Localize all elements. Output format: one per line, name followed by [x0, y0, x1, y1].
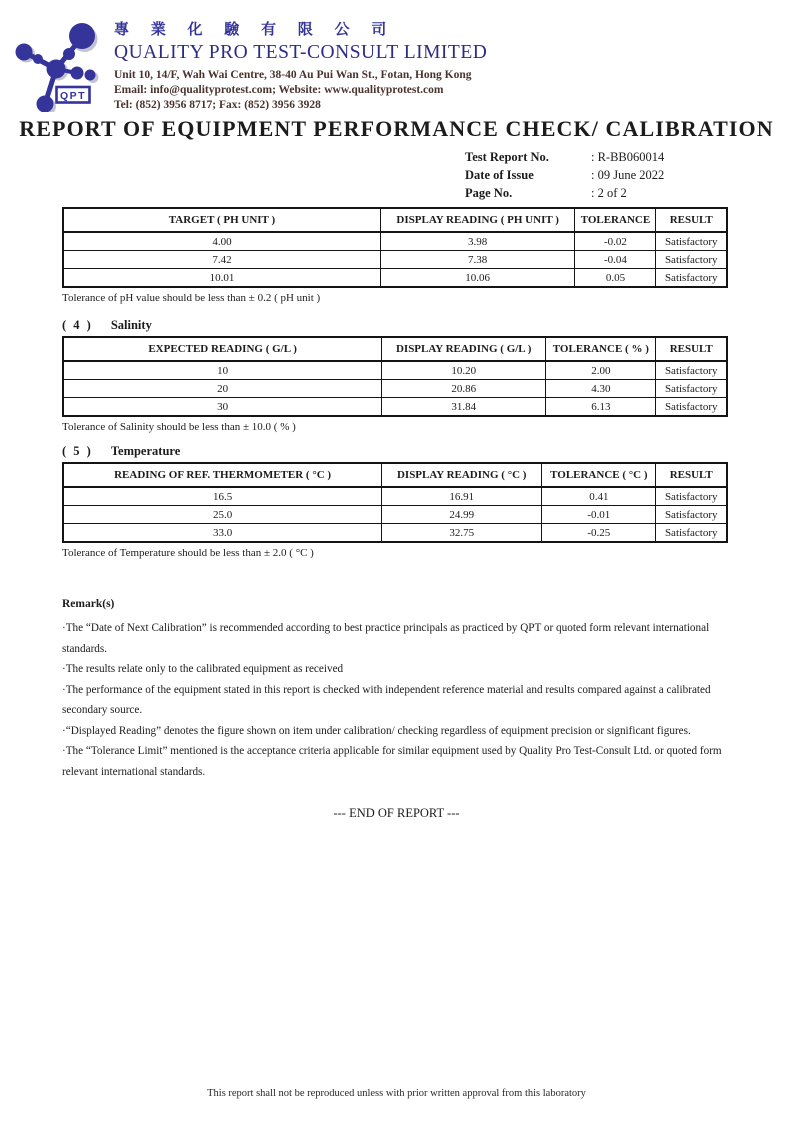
- table-cell: 31.84: [382, 398, 546, 417]
- column-header: TARGET ( PH UNIT ): [63, 208, 380, 232]
- table-cell: Satisfactory: [656, 251, 727, 269]
- column-header: TOLERANCE ( % ): [546, 337, 656, 361]
- table-cell: 10: [63, 361, 382, 380]
- table-cell: 32.75: [382, 524, 542, 543]
- table-cell: 0.41: [542, 487, 656, 506]
- report-info-row: [465, 166, 664, 184]
- section-heading-temperature: [62, 444, 728, 459]
- table-cell: 10.06: [380, 269, 575, 288]
- table-cell: 6.13: [546, 398, 656, 417]
- table-cell: 20.86: [382, 380, 546, 398]
- remark-item: ·The “Date of Next Calibration” is recommended according to best practice principals as practiced by QPT or quoted form relevant international standards.: [62, 622, 710, 655]
- column-header: TOLERANCE ( °C ): [542, 463, 656, 487]
- table-cell: 30: [63, 398, 382, 417]
- date-of-issue-value: : 09 June 2022: [591, 168, 665, 182]
- table-cell: 3.98: [380, 232, 575, 251]
- table-row: [63, 487, 727, 506]
- test-report-no-label: Test Report No.: [465, 150, 549, 164]
- column-header: DISPLAY READING ( °C ): [382, 463, 542, 487]
- column-header: DISPLAY READING ( PH UNIT ): [380, 208, 575, 232]
- reproduction-notice-footer: This report shall not be reproduced unless with prior written approval from this laboratory: [207, 1088, 586, 1099]
- column-header: EXPECTED READING ( G/L ): [63, 337, 382, 361]
- table-cell: 7.38: [380, 251, 575, 269]
- column-header: RESULT: [656, 208, 727, 232]
- remark-item: ·The results relate only to the calibrated equipment as received: [62, 663, 344, 675]
- table-cell: Satisfactory: [656, 487, 727, 506]
- table-cell: 0.05: [575, 269, 656, 288]
- column-header: RESULT: [656, 463, 727, 487]
- column-header: RESULT: [656, 337, 727, 361]
- ph-results-table: [62, 207, 728, 288]
- table-row: [63, 269, 727, 288]
- report-info-block: [465, 148, 664, 202]
- table-cell: 16.5: [63, 487, 382, 506]
- table-header-row: [63, 463, 727, 487]
- table-cell: 33.0: [63, 524, 382, 543]
- date-of-issue-label: Date of Issue: [465, 168, 534, 182]
- ph-tolerance-note: Tolerance of pH value should be less than ± 0.2 ( pH unit ): [62, 292, 321, 304]
- company-address: Unit 10, 14/F, Wah Wai Centre, 38-40 Au Pui Wan St., Fotan, Hong Kong: [114, 69, 472, 81]
- table-row: [63, 524, 727, 543]
- section-name: Temperature: [110, 444, 181, 458]
- table-cell: -0.01: [542, 506, 656, 524]
- salinity-results-table: [62, 336, 728, 417]
- section-heading-salinity: [62, 318, 728, 333]
- table-cell: Satisfactory: [656, 524, 727, 543]
- column-header: DISPLAY READING ( G/L ): [382, 337, 546, 361]
- table-cell: 16.91: [382, 487, 542, 506]
- table-row: [63, 398, 727, 417]
- logo-text: QPT: [59, 90, 87, 102]
- remark-item: ·The performance of the equipment stated in this report is checked with independent reference material and results compared against a calibrated secondary source.: [62, 683, 711, 716]
- remarks-heading: Remark(s): [62, 598, 115, 610]
- remark-item: ·“Displayed Reading” denotes the figure shown on item under calibration/ checking regardless of equipment precision or significant figures.: [62, 724, 691, 737]
- table-cell: Satisfactory: [656, 269, 727, 288]
- table-cell: 20: [63, 380, 382, 398]
- report-info-row: [465, 148, 664, 166]
- table-cell: 24.99: [382, 506, 542, 524]
- page-no-label: Page No.: [465, 186, 513, 200]
- company-name-chinese: 專 業 化 驗 有 限 公 司: [114, 22, 396, 38]
- table-cell: 10.20: [382, 361, 546, 380]
- table-cell: 7.42: [63, 251, 380, 269]
- table-cell: 25.0: [63, 506, 382, 524]
- table-cell: 4.00: [63, 232, 380, 251]
- table-cell: Satisfactory: [656, 506, 727, 524]
- ph-table-section: [62, 207, 728, 304]
- table-cell: Satisfactory: [656, 361, 727, 380]
- temperature-results-table: [62, 462, 728, 543]
- table-row: [63, 380, 727, 398]
- company-logo-molecule-icon: [8, 8, 108, 112]
- table-row: [63, 361, 727, 380]
- page-no-value: : 2 of 2: [591, 186, 627, 200]
- table-cell: Satisfactory: [656, 398, 727, 417]
- letterhead-text: [114, 8, 487, 113]
- table-cell: Satisfactory: [656, 380, 727, 398]
- end-of-report-marker: --- END OF REPORT ---: [333, 806, 460, 820]
- section-number: ( 5 ): [62, 444, 93, 458]
- section-name: Salinity: [110, 318, 152, 332]
- table-header-row: [63, 208, 727, 232]
- report-info-row: [465, 184, 664, 202]
- column-header: TOLERANCE: [575, 208, 656, 232]
- table-cell: -0.04: [575, 251, 656, 269]
- table-row: [63, 506, 727, 524]
- table-cell: Satisfactory: [656, 232, 727, 251]
- temperature-tolerance-note: Tolerance of Temperature should be less than ± 2.0 ( °C ): [62, 547, 314, 559]
- section-number: ( 4 ): [62, 318, 93, 332]
- report-title: REPORT OF EQUIPMENT PERFORMANCE CHECK/ CALIBRATION: [19, 116, 774, 141]
- remarks-block: [62, 598, 730, 782]
- table-row: [63, 232, 727, 251]
- salinity-tolerance-note: Tolerance of Salinity should be less than ± 10.0 ( % ): [62, 421, 296, 433]
- table-row: [63, 251, 727, 269]
- table-cell: -0.25: [542, 524, 656, 543]
- salinity-table-section: [62, 318, 728, 433]
- table-cell: -0.02: [575, 232, 656, 251]
- column-header: READING OF REF. THERMOMETER ( °C ): [63, 463, 382, 487]
- table-cell: 10.01: [63, 269, 380, 288]
- table-cell: 4.30: [546, 380, 656, 398]
- remark-item: ·The “Tolerance Limit” mentioned is the acceptance criteria applicable for similar equipment used by Quality Pro Test-Consult Ltd. or quoted form relevant international standards.: [62, 745, 722, 778]
- temperature-table-section: [62, 444, 728, 559]
- table-header-row: [63, 337, 727, 361]
- company-contact-tel-fax: Tel: (852) 3956 8717; Fax: (852) 3956 3928: [114, 99, 321, 111]
- company-contact-email-website: Email: info@qualityprotest.com; Website: www.qualityprotest.com: [114, 84, 444, 96]
- test-report-no-value: : R-BB060014: [591, 150, 665, 164]
- letterhead: [8, 8, 487, 113]
- company-name-english: QUALITY PRO TEST-CONSULT LIMITED: [114, 42, 488, 63]
- table-cell: 2.00: [546, 361, 656, 380]
